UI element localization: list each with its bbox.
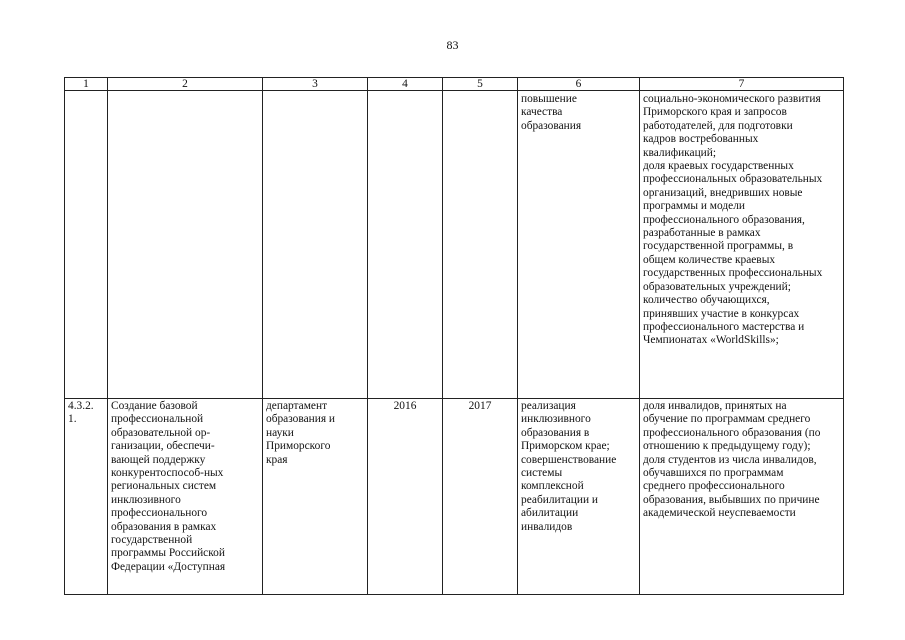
text-line: образования и [266, 413, 336, 426]
text-line: образования в [521, 426, 590, 439]
text-line: социально-экономического развития [643, 93, 821, 105]
column-header-6: 6 [518, 78, 640, 91]
expected-result-cell [518, 399, 640, 595]
text-line: государственной программы, в [643, 240, 794, 253]
start-year-cell: 2016 [368, 399, 443, 595]
text-line: количество обучающихся, [643, 294, 770, 307]
item-number [68, 400, 104, 427]
continuation-cell-4 [368, 91, 443, 386]
text-line: образования в рамках [111, 520, 217, 533]
expected-result [521, 400, 636, 534]
column-header-7: 7 [640, 78, 844, 91]
text-line: обучение по программам среднего [643, 413, 811, 426]
measure-name [111, 400, 259, 574]
text-line: профессиональных образовательных [643, 173, 823, 186]
text-line: государственной [111, 534, 193, 547]
executor [266, 400, 364, 467]
text-line: принявших участие в конкурсах [643, 307, 800, 320]
text-line: обучавшихся по программам [643, 467, 784, 480]
text-line: образования, выбывших по причине [643, 493, 820, 506]
separator-cell [368, 385, 443, 399]
separator-cell [263, 385, 368, 399]
column-header-1: 1 [65, 78, 108, 91]
text-line: образования [521, 119, 582, 132]
text-line: качества [521, 106, 563, 119]
text-line: реабилитации и [521, 493, 599, 506]
document-table [64, 77, 844, 595]
text-line: отношению к предыдущему году); [643, 440, 811, 453]
continuation-cell-1 [65, 91, 108, 386]
text-line: реализация [521, 400, 576, 412]
text-line: кадров востребованных [643, 133, 759, 146]
text-line: образовательной ор- [111, 426, 211, 439]
text-line: абилитации [521, 507, 579, 520]
text-line: профессионального мастерства и [643, 320, 805, 333]
text-line: программы Российской [111, 547, 225, 560]
text-line: доля краевых государственных [643, 160, 794, 173]
text-line: разработанные в рамках [643, 227, 761, 240]
text-line: образовательных учреждений; [643, 280, 791, 293]
column-header-2: 2 [108, 78, 263, 91]
text-line: среднего профессионального [643, 480, 785, 493]
indicators-cell [640, 399, 844, 595]
text-line: квалификаций; [643, 146, 717, 159]
text-line: общем количестве краевых [643, 253, 776, 266]
separator-cell [65, 385, 108, 399]
text-line: Федерации «Доступная [111, 560, 226, 573]
text-line: края [266, 453, 288, 466]
executor-cell [263, 399, 368, 595]
separator-cell [443, 385, 518, 399]
text-line: науки [266, 426, 294, 439]
indicators [643, 400, 840, 521]
measure-name-cell [108, 399, 263, 595]
text-line: государственных профессиональных [643, 267, 823, 280]
continuation-cell-3 [263, 91, 368, 386]
text-line: ганизации, обеспечи- [111, 440, 215, 453]
continuation-row [65, 91, 844, 386]
continuation-cell-5 [443, 91, 518, 386]
text-line: системы [521, 467, 563, 480]
column-number-row [65, 78, 844, 91]
text-line: Создание базовой [111, 400, 198, 412]
separator-cell [518, 385, 640, 399]
text-line: Приморском крае; [521, 440, 610, 453]
page-number: 83 [446, 38, 459, 52]
continuation-cell-2 [108, 91, 263, 386]
text-line: академической неуспеваемости [643, 507, 796, 520]
text-line: департамент [266, 400, 328, 412]
continuation-result-cell [518, 91, 640, 386]
text-line: совершенствование [521, 453, 617, 466]
text-line: инклюзивного [111, 493, 181, 506]
table-row [65, 399, 844, 595]
continuation-indicator-cell [640, 91, 844, 386]
result-text [521, 93, 636, 133]
text-line: профессионального образования (по [643, 426, 821, 439]
separator-cell [108, 385, 263, 399]
text-line: доля студентов из числа инвалидов, [643, 453, 817, 466]
text-line: программы и модели [643, 200, 745, 213]
separator-cell [640, 385, 844, 399]
text-line: региональных систем [111, 480, 217, 493]
text-line: комплексной [521, 480, 584, 493]
indicator-text [643, 93, 840, 348]
text-line: 1. [68, 413, 77, 426]
text-line: доля инвалидов, принятых на [643, 400, 787, 412]
column-header-4: 4 [368, 78, 443, 91]
column-header-3: 3 [263, 78, 368, 91]
row-separator [65, 385, 844, 399]
text-line: 4.3.2. [68, 400, 94, 412]
text-line: профессиональной [111, 413, 204, 426]
column-header-5: 5 [443, 78, 518, 91]
text-line: профессионального [111, 507, 208, 520]
text-line: работодателей, для подготовки [643, 119, 793, 132]
text-line: инвалидов [521, 520, 573, 533]
text-line: повышение [521, 93, 577, 105]
text-line: инклюзивного [521, 413, 591, 426]
text-line: Чемпионатах «WorldSkills»; [643, 334, 779, 347]
text-line: вающей поддержку [111, 453, 206, 466]
text-line: организаций, внедривших новые [643, 186, 803, 199]
text-line: профессионального образования, [643, 213, 805, 226]
text-line: конкурентоспособ-ных [111, 467, 224, 480]
text-line: Приморского [266, 440, 331, 453]
text-line: Приморского края и запросов [643, 106, 787, 119]
item-number-cell [65, 399, 108, 595]
end-year-cell: 2017 [443, 399, 518, 595]
